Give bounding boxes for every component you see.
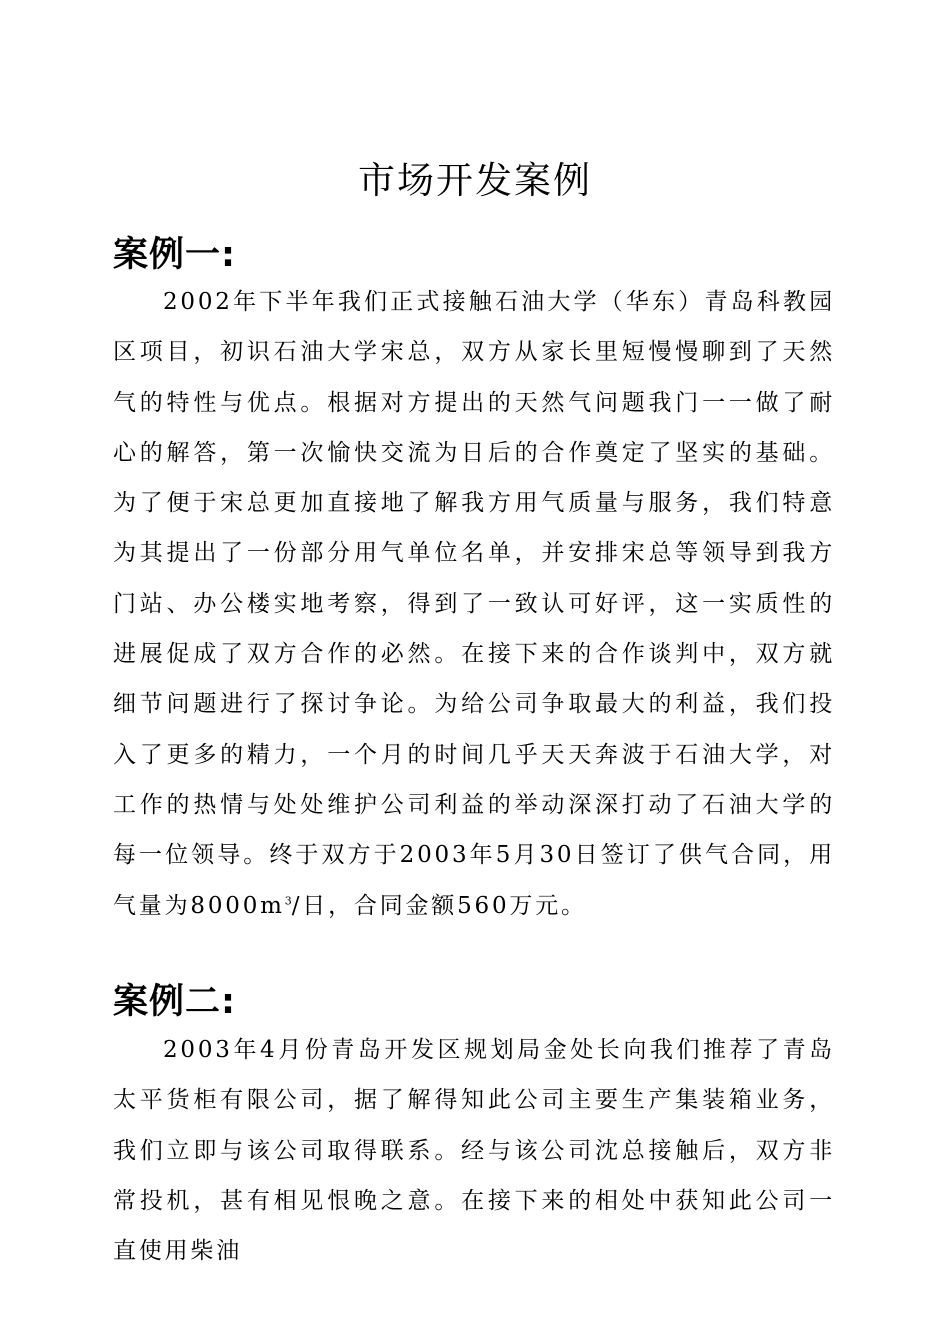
case-two-paragraph: 2003年4月份青岛开发区规划局金处长向我们推荐了青岛太平货柜有限公司，据了解得知此公司主要生产集装箱业务，我们立即与该公司取得联系。经与该公司沈总接触后，双方非常投机，甚有相见恨晚之意。在接下来的相处中获知此公司一直使用柴油 <box>113 1037 835 1265</box>
case-two-heading: 案例二: <box>113 982 236 1022</box>
case-one-text: 2002年下半年我们正式接触石油大学（华东）青岛科教园区项目，初识石油大学宋总，双方从家长里短慢慢聊到了天然气的特性与优点。根据对方提出的天然气问题我门一一做了耐心的解答，第一次愉快交流为日后的合作奠定了坚实的基础。为了便于宋总更加直接地了解我方用气质量与服务，我们特意为其提出了一份部分用气单位名单，并安排宋总等领导到我方门站、办公楼实地考察，得到了一致认可好评，这一实质性的进展促成了双方合作的必然。在接下来的合作谈判中，双方就细节问题进行了探讨争论。为给公司争取最大的利益，我们投入了更多的精力，一个月的时间几乎天天奔波于石油大学，对工作的热情与处处维护公司利益的举动深深打动了石油大学的每一位领导。终于双方于2003年5月30日签订了供气合同，用气量为8000m <box>113 289 835 919</box>
document-title: 市场开发案例 <box>358 158 592 202</box>
cubic-unit-superscript: 3 <box>284 893 292 907</box>
case-one-text-end: /日，合同金额560万元。 <box>291 892 587 919</box>
case-one-paragraph <box>113 277 835 931</box>
case-one-heading: 案例一: <box>113 235 236 275</box>
